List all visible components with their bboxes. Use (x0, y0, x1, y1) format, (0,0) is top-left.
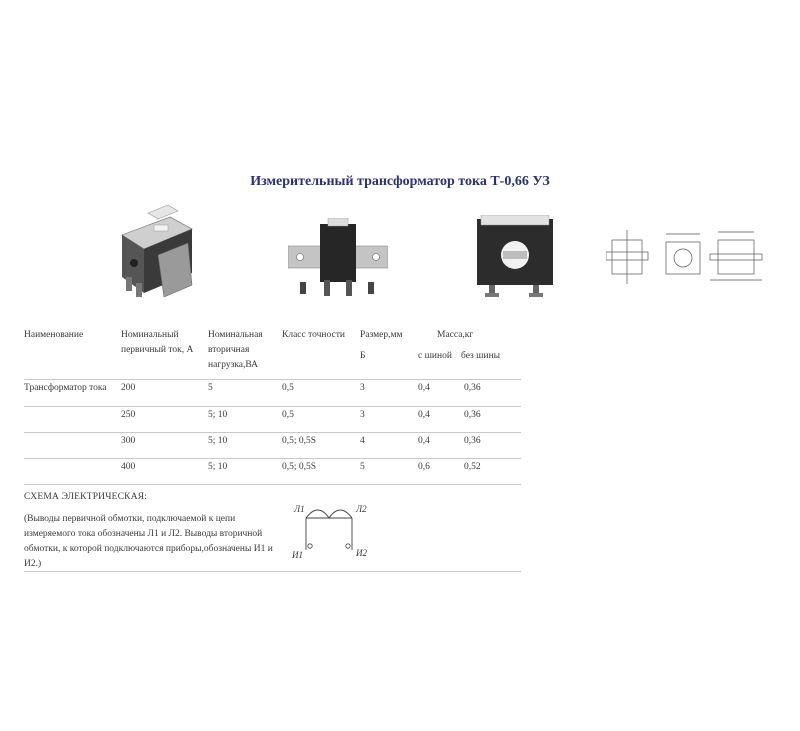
row-load: 5; 10 (208, 436, 228, 446)
label-i1: И1 (292, 550, 303, 560)
schema-description: (Выводы первичной обмотки, подключаемой к цепи измеряемого тока обозначены Л1 и Л2. Выводы вторичной обмотки, к которой подключаются приборы,обозначены И1 и И2.) (24, 514, 273, 569)
row-load: 5 (208, 383, 213, 393)
header-size: Размер,мм (360, 330, 403, 340)
table-divider (24, 484, 521, 485)
label-l1: Л1 (294, 504, 305, 514)
row-load: 5; 10 (208, 410, 228, 420)
schema-title: СХЕМА ЭЛЕКТРИЧЕСКАЯ: (24, 492, 148, 502)
label-l2: Л2 (356, 504, 367, 514)
transformer-photo-front (288, 218, 388, 300)
circuit-diagram (290, 498, 380, 562)
row-mass-without: 0,36 (464, 383, 481, 393)
header-mass-with: с шиной (418, 351, 452, 361)
row-size: 3 (360, 410, 365, 420)
row-load: 5; 10 (208, 462, 228, 472)
row-current: 300 (121, 436, 136, 446)
row-accuracy: 0,5; 0,5S (282, 436, 317, 446)
label-i2: И2 (356, 548, 367, 558)
row-size: 5 (360, 462, 365, 472)
header-current: Номинальный первичный ток, А (121, 330, 194, 355)
section-divider (24, 571, 521, 572)
row-current: 400 (121, 462, 136, 472)
row-mass-without: 0,52 (464, 462, 481, 472)
table-divider (24, 458, 521, 459)
transformer-photo-rear (475, 215, 555, 300)
row-accuracy: 0,5 (282, 410, 294, 420)
row-size: 3 (360, 383, 365, 393)
dimension-drawing (606, 228, 776, 286)
row-size: 4 (360, 436, 365, 446)
table-divider (24, 379, 521, 380)
table-divider (24, 406, 521, 407)
header-size-sub: Б (360, 351, 366, 361)
row-name: Трансформатор тока (24, 383, 107, 393)
row-mass-with: 0,4 (418, 383, 430, 393)
row-mass-with: 0,6 (418, 462, 430, 472)
row-accuracy: 0,5; 0,5S (282, 462, 317, 472)
header-name: Наименование (24, 330, 84, 340)
table-divider (24, 432, 521, 433)
header-load: Номинальная вторичная нагрузка,ВА (208, 330, 263, 370)
row-current: 200 (121, 383, 136, 393)
row-mass-with: 0,4 (418, 436, 430, 446)
row-mass-without: 0,36 (464, 436, 481, 446)
page-title: Измерительный трансформатор тока Т-0,66 УЗ (250, 174, 550, 189)
transformer-photo-angled (110, 205, 200, 300)
row-current: 250 (121, 410, 136, 420)
header-accuracy: Класс точности (282, 330, 345, 340)
header-mass: Масса,кг (437, 330, 474, 340)
row-mass-without: 0,36 (464, 410, 481, 420)
row-accuracy: 0,5 (282, 383, 294, 393)
row-mass-with: 0,4 (418, 410, 430, 420)
header-mass-without: без шины (461, 351, 501, 361)
